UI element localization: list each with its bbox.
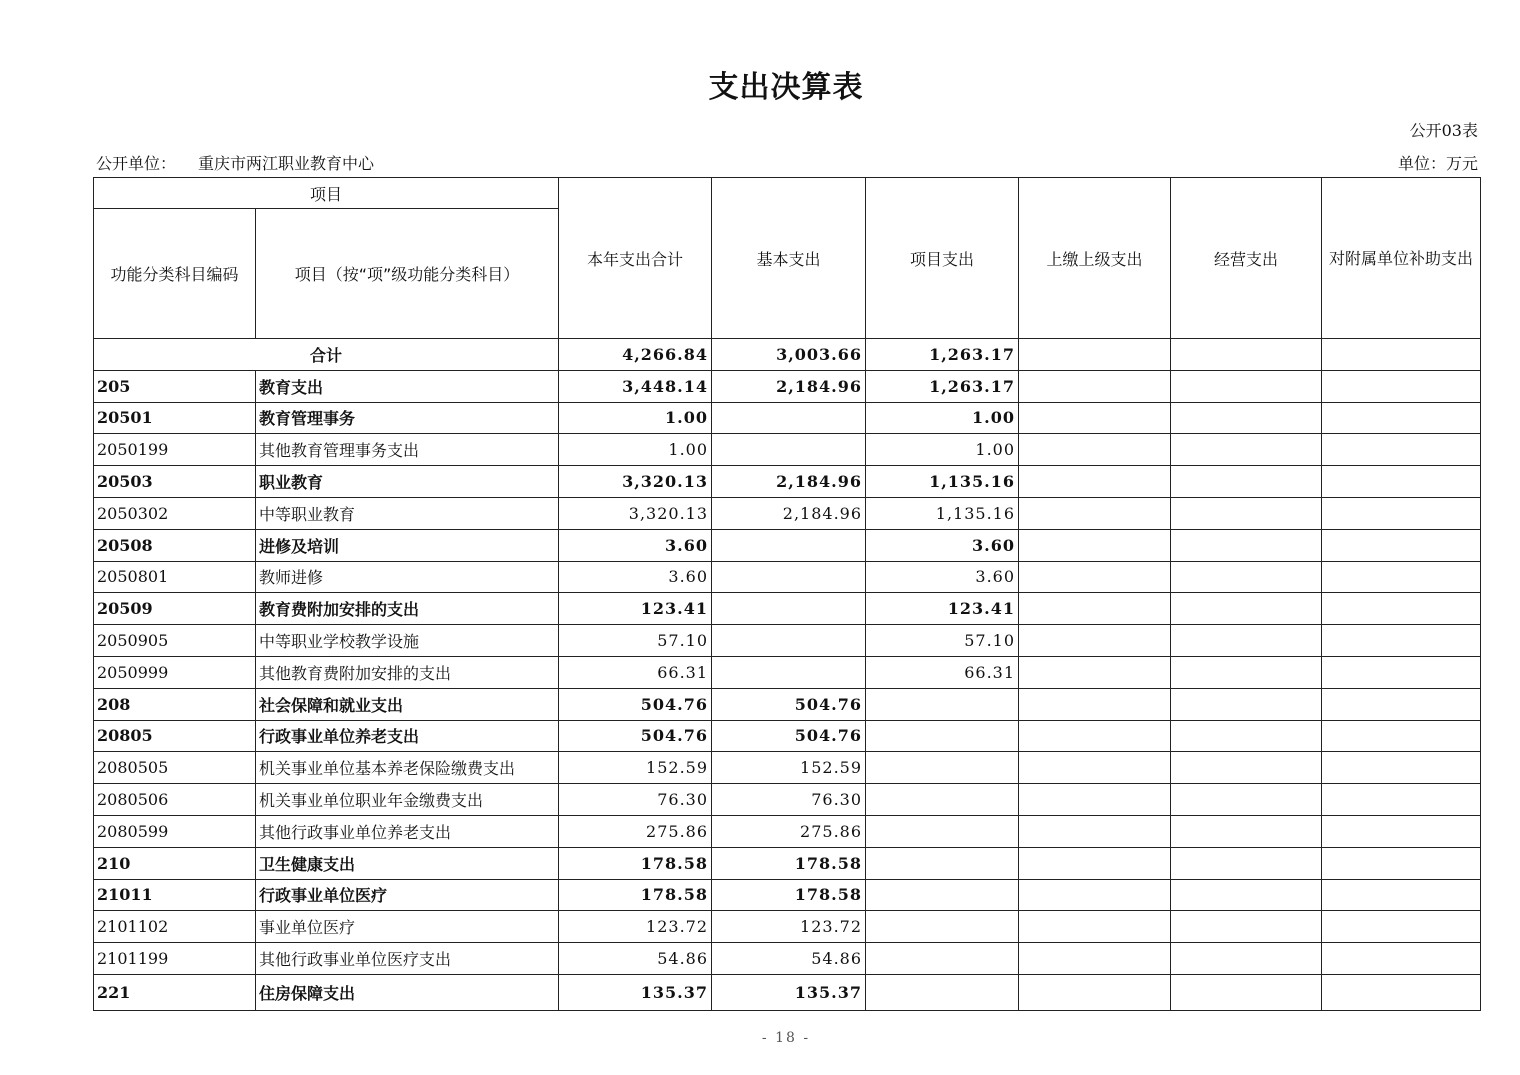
basic-cell: 504.76 — [712, 720, 866, 752]
basic-cell — [712, 593, 866, 625]
total-cell: 76.30 — [559, 784, 712, 816]
code-cell: 2050199 — [94, 434, 256, 466]
code-cell: 208 — [94, 688, 256, 720]
header-project: 项目支出 — [866, 178, 1019, 339]
project-cell: 66.31 — [866, 656, 1019, 688]
total-cell: 178.58 — [559, 879, 712, 911]
project-cell — [866, 784, 1019, 816]
code-cell: 2050905 — [94, 625, 256, 657]
upper-cell — [1019, 879, 1171, 911]
upper-cell — [1019, 339, 1171, 371]
total-cell: 152.59 — [559, 752, 712, 784]
total-cell: 3,320.13 — [559, 466, 712, 498]
subsidy-cell — [1322, 466, 1481, 498]
total-row — [94, 339, 1481, 371]
table-row — [94, 752, 1481, 784]
upper-cell — [1019, 529, 1171, 561]
table-row — [94, 497, 1481, 529]
project-cell: 1.00 — [866, 434, 1019, 466]
project-cell: 57.10 — [866, 625, 1019, 657]
project-cell: 1,263.17 — [866, 339, 1019, 371]
upper-cell — [1019, 752, 1171, 784]
header-code: 功能分类科目编码 — [94, 209, 256, 339]
subsidy-cell — [1322, 370, 1481, 402]
total-cell: 3.60 — [559, 561, 712, 593]
name-cell: 其他教育费附加安排的支出 — [256, 656, 559, 688]
upper-cell — [1019, 656, 1171, 688]
business-cell — [1171, 593, 1322, 625]
upper-cell — [1019, 974, 1171, 1010]
total-cell: 3.60 — [559, 529, 712, 561]
project-cell — [866, 752, 1019, 784]
reporting-unit — [96, 151, 374, 174]
table-number: 公开03表 — [1409, 121, 1478, 140]
table-row — [94, 656, 1481, 688]
upper-cell — [1019, 784, 1171, 816]
basic-cell: 178.58 — [712, 847, 866, 879]
page-number: - 18 - — [761, 1030, 811, 1046]
basic-cell: 275.86 — [712, 815, 866, 847]
basic-cell: 152.59 — [712, 752, 866, 784]
business-cell — [1171, 529, 1322, 561]
name-cell: 职业教育 — [256, 466, 559, 498]
basic-cell — [712, 529, 866, 561]
project-cell — [866, 688, 1019, 720]
code-cell: 221 — [94, 974, 256, 1010]
upper-cell — [1019, 370, 1171, 402]
subsidy-cell — [1322, 656, 1481, 688]
total-cell: 178.58 — [559, 847, 712, 879]
table-row — [94, 561, 1481, 593]
upper-cell — [1019, 847, 1171, 879]
business-cell — [1171, 815, 1322, 847]
upper-cell — [1019, 497, 1171, 529]
table-row — [94, 466, 1481, 498]
table-row — [94, 434, 1481, 466]
subsidy-cell — [1322, 434, 1481, 466]
total-cell: 3,320.13 — [559, 497, 712, 529]
total-cell: 123.41 — [559, 593, 712, 625]
subsidy-cell — [1322, 339, 1481, 371]
code-cell: 20501 — [94, 402, 256, 434]
project-cell — [866, 879, 1019, 911]
subsidy-cell — [1322, 688, 1481, 720]
business-cell — [1171, 784, 1322, 816]
basic-cell: 2,184.96 — [712, 466, 866, 498]
total-cell: 66.31 — [559, 656, 712, 688]
reporting-unit-label: 公开单位： — [96, 154, 177, 173]
total-label: 合计 — [94, 339, 559, 371]
upper-cell — [1019, 466, 1171, 498]
project-cell: 3.60 — [866, 529, 1019, 561]
table-row — [94, 720, 1481, 752]
upper-cell — [1019, 561, 1171, 593]
name-cell: 事业单位医疗 — [256, 911, 559, 943]
subsidy-cell — [1322, 815, 1481, 847]
code-cell: 2080505 — [94, 752, 256, 784]
subsidy-cell — [1322, 943, 1481, 975]
code-cell: 2050302 — [94, 497, 256, 529]
business-cell — [1171, 339, 1322, 371]
table-row — [94, 815, 1481, 847]
name-cell: 教师进修 — [256, 561, 559, 593]
subsidy-cell — [1322, 720, 1481, 752]
code-cell: 205 — [94, 370, 256, 402]
business-cell — [1171, 370, 1322, 402]
total-cell: 135.37 — [559, 974, 712, 1010]
upper-cell — [1019, 943, 1171, 975]
total-cell: 275.86 — [559, 815, 712, 847]
table-row — [94, 688, 1481, 720]
table-row — [94, 943, 1481, 975]
business-cell — [1171, 974, 1322, 1010]
project-cell — [866, 943, 1019, 975]
name-cell: 住房保障支出 — [256, 974, 559, 1010]
subsidy-cell — [1322, 625, 1481, 657]
header-subsidy: 对附属单位补助支出 — [1322, 178, 1481, 339]
upper-cell — [1019, 688, 1171, 720]
subsidy-cell — [1322, 593, 1481, 625]
header-business: 经营支出 — [1171, 178, 1322, 339]
total-cell: 504.76 — [559, 720, 712, 752]
table-row — [94, 370, 1481, 402]
reporting-unit-name: 重庆市两江职业教育中心 — [198, 154, 375, 173]
business-cell — [1171, 879, 1322, 911]
code-cell: 2101199 — [94, 943, 256, 975]
total-cell: 1.00 — [559, 434, 712, 466]
total-cell: 4,266.84 — [559, 339, 712, 371]
name-cell: 教育费附加安排的支出 — [256, 593, 559, 625]
basic-cell — [712, 402, 866, 434]
table-row — [94, 402, 1481, 434]
basic-cell — [712, 561, 866, 593]
basic-cell — [712, 656, 866, 688]
basic-cell: 135.37 — [712, 974, 866, 1010]
business-cell — [1171, 497, 1322, 529]
project-cell: 123.41 — [866, 593, 1019, 625]
expenditure-table — [93, 177, 1481, 1011]
basic-cell: 54.86 — [712, 943, 866, 975]
code-cell: 21011 — [94, 879, 256, 911]
name-cell: 进修及培训 — [256, 529, 559, 561]
name-cell: 社会保障和就业支出 — [256, 688, 559, 720]
total-cell: 123.72 — [559, 911, 712, 943]
project-cell: 1.00 — [866, 402, 1019, 434]
project-cell — [866, 720, 1019, 752]
table-row — [94, 784, 1481, 816]
name-cell: 其他行政事业单位医疗支出 — [256, 943, 559, 975]
code-cell: 20805 — [94, 720, 256, 752]
total-cell: 57.10 — [559, 625, 712, 657]
subsidy-cell — [1322, 497, 1481, 529]
subsidy-cell — [1322, 402, 1481, 434]
project-cell — [866, 815, 1019, 847]
name-cell: 教育支出 — [256, 370, 559, 402]
name-cell: 机关事业单位基本养老保险缴费支出 — [256, 752, 559, 784]
subsidy-cell — [1322, 879, 1481, 911]
header-name: 项目（按“项”级功能分类科目） — [256, 209, 559, 339]
project-cell: 3.60 — [866, 561, 1019, 593]
business-cell — [1171, 561, 1322, 593]
subsidy-cell — [1322, 847, 1481, 879]
project-cell — [866, 847, 1019, 879]
code-cell: 20508 — [94, 529, 256, 561]
upper-cell — [1019, 434, 1171, 466]
table-row — [94, 879, 1481, 911]
name-cell: 教育管理事务 — [256, 402, 559, 434]
page-title: 支出决算表 — [708, 70, 864, 105]
name-cell: 其他行政事业单位养老支出 — [256, 815, 559, 847]
total-cell: 54.86 — [559, 943, 712, 975]
total-cell: 1.00 — [559, 402, 712, 434]
basic-cell — [712, 434, 866, 466]
code-cell: 2080599 — [94, 815, 256, 847]
subsidy-cell — [1322, 752, 1481, 784]
business-cell — [1171, 847, 1322, 879]
upper-cell — [1019, 625, 1171, 657]
basic-cell: 2,184.96 — [712, 370, 866, 402]
business-cell — [1171, 752, 1322, 784]
subsidy-cell — [1322, 911, 1481, 943]
name-cell: 行政事业单位养老支出 — [256, 720, 559, 752]
business-cell — [1171, 402, 1322, 434]
table-row — [94, 847, 1481, 879]
header-basic: 基本支出 — [712, 178, 866, 339]
code-cell: 2101102 — [94, 911, 256, 943]
total-cell: 504.76 — [559, 688, 712, 720]
code-cell: 210 — [94, 847, 256, 879]
subsidy-cell — [1322, 784, 1481, 816]
subsidy-cell — [1322, 529, 1481, 561]
table-row — [94, 625, 1481, 657]
subsidy-cell — [1322, 974, 1481, 1010]
code-cell: 20509 — [94, 593, 256, 625]
code-cell: 2080506 — [94, 784, 256, 816]
basic-cell: 3,003.66 — [712, 339, 866, 371]
name-cell: 中等职业教育 — [256, 497, 559, 529]
business-cell — [1171, 688, 1322, 720]
business-cell — [1171, 720, 1322, 752]
name-cell: 其他教育管理事务支出 — [256, 434, 559, 466]
subsidy-cell — [1322, 561, 1481, 593]
basic-cell: 178.58 — [712, 879, 866, 911]
project-cell — [866, 911, 1019, 943]
code-cell: 2050801 — [94, 561, 256, 593]
basic-cell: 76.30 — [712, 784, 866, 816]
table-row — [94, 911, 1481, 943]
project-cell — [866, 974, 1019, 1010]
basic-cell: 123.72 — [712, 911, 866, 943]
upper-cell — [1019, 593, 1171, 625]
business-cell — [1171, 434, 1322, 466]
name-cell: 卫生健康支出 — [256, 847, 559, 879]
header-project-group: 项目 — [94, 178, 559, 209]
upper-cell — [1019, 911, 1171, 943]
header-upper: 上缴上级支出 — [1019, 178, 1171, 339]
name-cell: 行政事业单位医疗 — [256, 879, 559, 911]
business-cell — [1171, 911, 1322, 943]
header-total: 本年支出合计 — [559, 178, 712, 339]
name-cell: 机关事业单位职业年金缴费支出 — [256, 784, 559, 816]
table-row — [94, 593, 1481, 625]
business-cell — [1171, 466, 1322, 498]
table-row — [94, 974, 1481, 1010]
total-cell: 3,448.14 — [559, 370, 712, 402]
upper-cell — [1019, 815, 1171, 847]
project-cell: 1,135.16 — [866, 466, 1019, 498]
business-cell — [1171, 656, 1322, 688]
business-cell — [1171, 943, 1322, 975]
name-cell: 中等职业学校教学设施 — [256, 625, 559, 657]
upper-cell — [1019, 720, 1171, 752]
currency-unit: 单位：万元 — [1397, 154, 1478, 173]
code-cell: 2050999 — [94, 656, 256, 688]
code-cell: 20503 — [94, 466, 256, 498]
basic-cell: 2,184.96 — [712, 497, 866, 529]
business-cell — [1171, 625, 1322, 657]
upper-cell — [1019, 402, 1171, 434]
basic-cell: 504.76 — [712, 688, 866, 720]
table-row — [94, 529, 1481, 561]
basic-cell — [712, 625, 866, 657]
project-cell: 1,135.16 — [866, 497, 1019, 529]
project-cell: 1,263.17 — [866, 370, 1019, 402]
